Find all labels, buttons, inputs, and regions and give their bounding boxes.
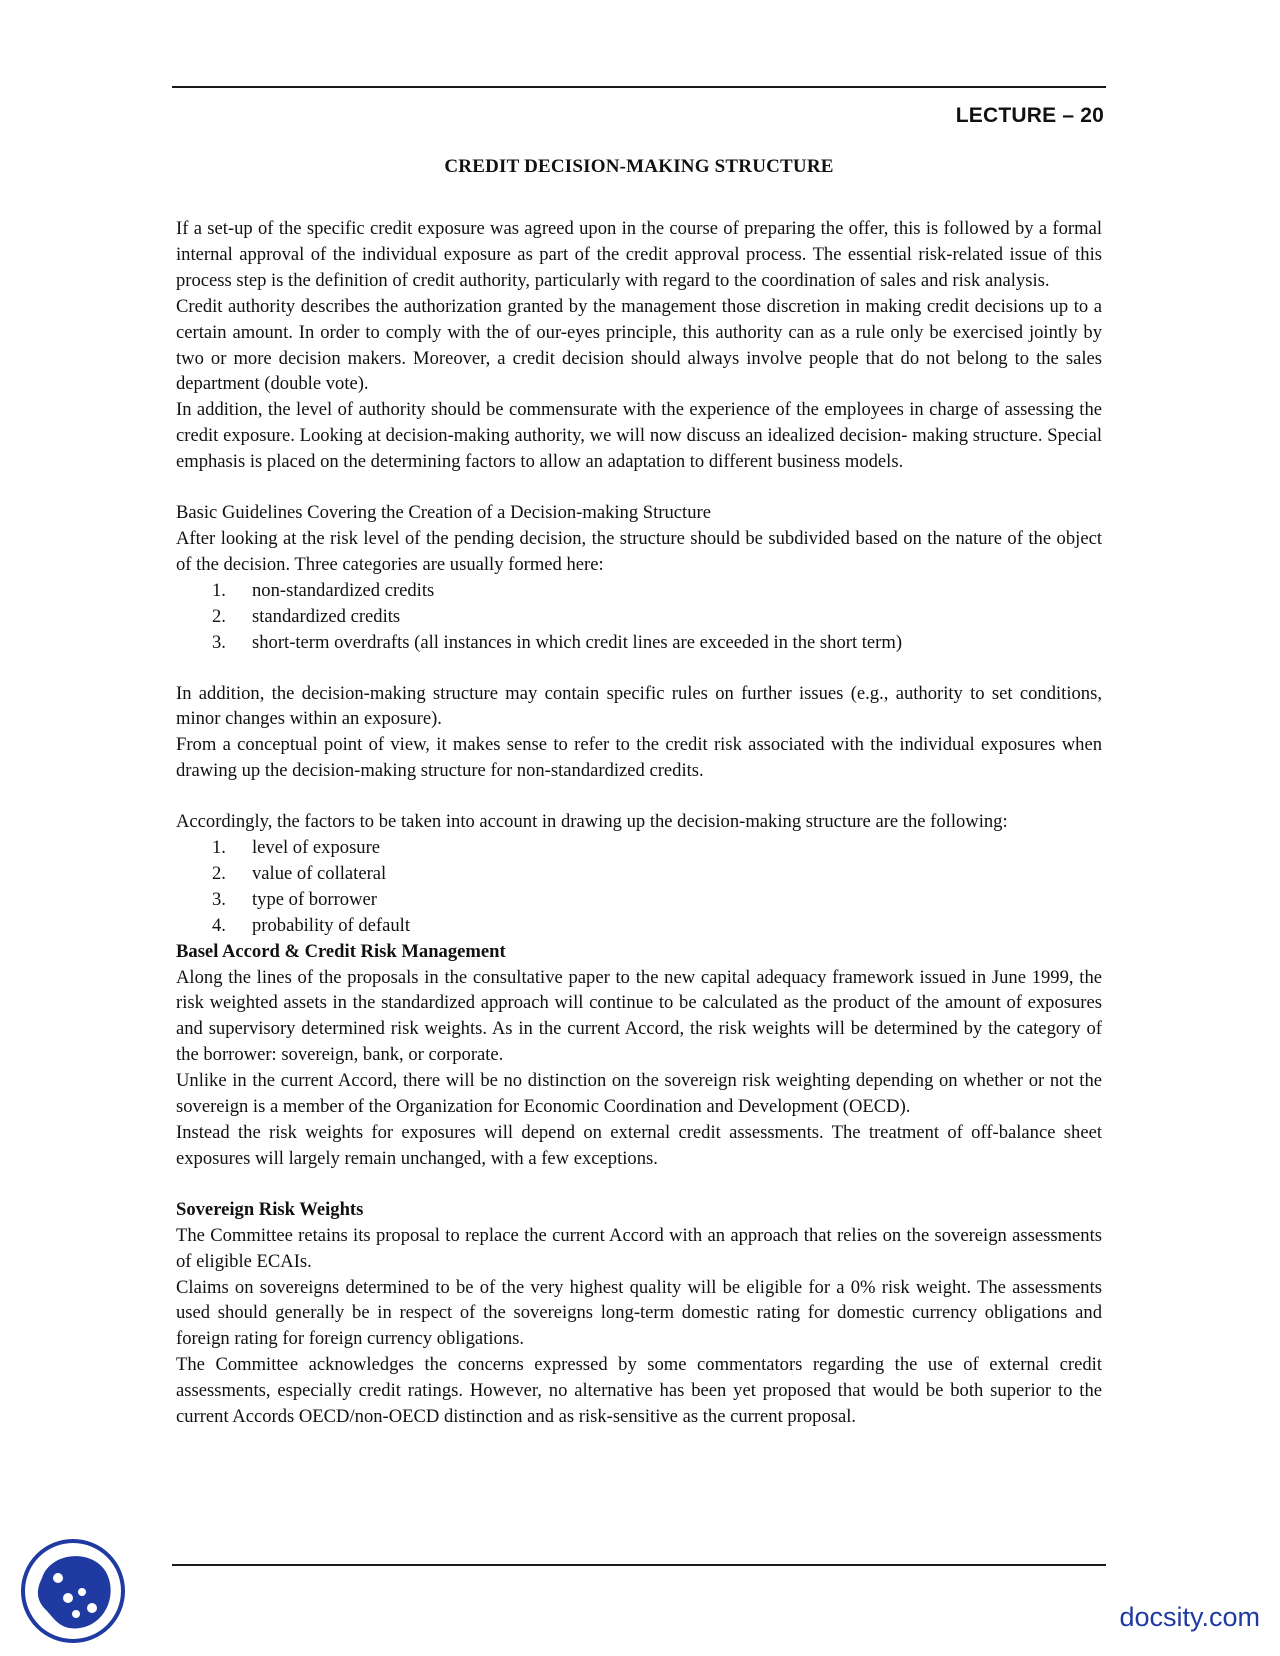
bottom-rule: [172, 1564, 1106, 1566]
list-item: 4. probability of default: [212, 914, 411, 936]
paragraph: Credit authority describes the authorization granted by the management those discretion in making credit decisions up to a certain amount. In order to comply with the of our-eyes principle, this authority can as a rule only be exercised jointly by two or more decision makers. Moreover, a credit decision should always involve people that do not belong to the sales department (double vote).: [176, 295, 1102, 395]
document-body: [176, 216, 1102, 1430]
paragraph: The Committee retains its proposal to replace the current Accord with an approach that relies on the sovereign assessments of eligible ECAIs.: [176, 1224, 1102, 1272]
section-heading-sovereign: Sovereign Risk Weights: [176, 1198, 364, 1220]
factor-list: [176, 835, 1102, 939]
lecture-number: LECTURE – 20: [955, 104, 1104, 127]
list-item: 3. short-term overdrafts (all instances in which credit lines are exceeded in the short term): [212, 631, 903, 653]
list-item: 1. level of exposure: [212, 837, 381, 859]
category-list: [176, 578, 1102, 656]
paragraph: In addition, the decision-making structure may contain specific rules on further issues (e.g., authority to set conditions, minor changes within an exposure).: [176, 682, 1102, 730]
list-item: 2. standardized credits: [212, 605, 401, 627]
paragraph: After looking at the risk level of the pending decision, the structure should be subdivided based on the nature of the object of the decision. Three categories are usually formed here:: [176, 527, 1102, 575]
section-heading-guidelines: Basic Guidelines Covering the Creation of a Decision-making Structure: [176, 502, 711, 524]
paragraph: Accordingly, the factors to be taken into account in drawing up the decision-making structure are the following:: [176, 811, 1008, 833]
list-item: 1. non-standardized credits: [212, 579, 435, 601]
paragraph: From a conceptual point of view, it makes sense to refer to the credit risk associated with the individual exposures when drawing up the decision-making structure for non-standardized credits.: [176, 734, 1102, 782]
paragraph: In addition, the level of authority should be commensurate with the experience of the employees in charge of assessing the credit exposure. Looking at decision-making authority, we will now discuss an idealized decision- making structure. Special emphasis is placed on the determining factors to allow an adaptation to different business models.: [176, 399, 1102, 473]
page-title: CREDIT DECISION-MAKING STRUCTURE: [444, 156, 834, 177]
paragraph: Along the lines of the proposals in the consultative paper to the new capital adequacy framework issued in June 1999, the risk weighted assets in the standardized approach will continue to be calculated as the product of the amount of exposures and supervisory determined risk weights. As in the current Accord, the risk weights will be determined by the category of the borrower: sovereign, bank, or corporate.: [176, 966, 1102, 1066]
list-item: 3. type of borrower: [212, 888, 377, 910]
paragraph: Instead the risk weights for exposures will depend on external credit assessments. The treatment of off-balance sheet exposures will largely remain unchanged, with a few exceptions.: [176, 1122, 1102, 1169]
paragraph: Unlike in the current Accord, there will be no distinction on the sovereign risk weighting depending on whether or not the sovereign is a member of the Organization for Economic Coordination and Development (OECD).: [176, 1070, 1102, 1118]
docsity-logo-icon[interactable]: [20, 1538, 126, 1644]
paragraph: Claims on sovereigns determined to be of the very highest quality will be eligible for a 0% risk weight. The assessments used should generally be in respect of the sovereigns long-term domestic rating for domestic currency obligations and foreign rating for foreign currency obligations.: [176, 1276, 1102, 1350]
docsity-brand-link[interactable]: docsity.com: [1119, 1602, 1260, 1632]
paragraph: The Committee acknowledges the concerns expressed by some commentators regarding the use of external credit assessments, especially credit ratings. However, no alternative has been yet proposed that would be both superior to the current Accords OECD/non-OECD distinction and as risk-sensitive as the current proposal.: [176, 1354, 1102, 1428]
top-rule: [172, 86, 1106, 88]
list-item: 2. value of collateral: [212, 862, 387, 884]
paragraph: If a set-up of the specific credit exposure was agreed upon in the course of preparing the offer, this is followed by a formal internal approval of the individual exposure as part of the credit approval process. The essential risk-related issue of this process step is the definition of credit authority, particularly with regard to the coordination of sales and risk analysis.: [176, 218, 1102, 291]
section-heading-basel: Basel Accord & Credit Risk Management: [176, 940, 506, 962]
